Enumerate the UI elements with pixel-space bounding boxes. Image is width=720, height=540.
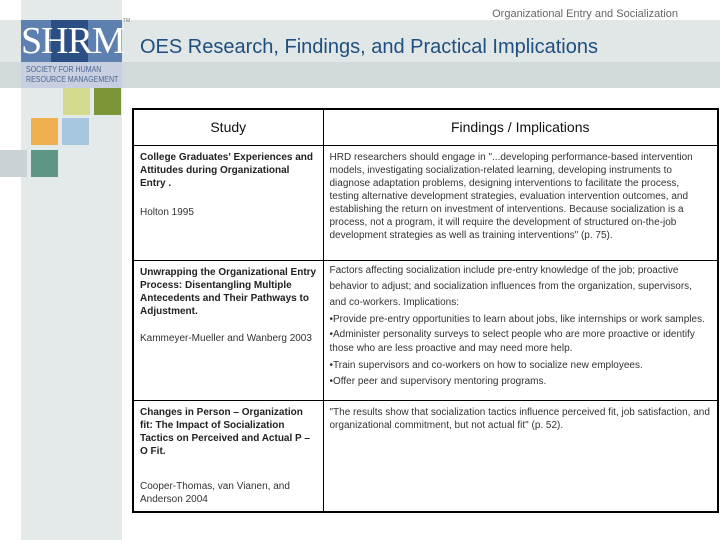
research-table xyxy=(132,108,719,513)
table-header-row xyxy=(133,109,718,145)
study-title: College Graduates' Experiences and Attitudes during Organizational Entry . xyxy=(140,151,313,189)
findings-cell xyxy=(323,260,718,400)
findings-text: "The results show that socialization tactics influence perceived fit, job satisfaction, and organizational commitment, but not actual fit" (p. 52). xyxy=(329,406,710,431)
decor-square xyxy=(62,118,89,145)
column-header-findings: Findings / Implications xyxy=(323,109,718,145)
study-authors: Cooper-Thomas, van Vianen, and Anderson 2004 xyxy=(140,480,290,505)
section-subtitle: Organizational Entry and Socialization xyxy=(492,8,678,20)
study-authors: Holton 1995 xyxy=(140,206,194,218)
page-title: OES Research, Findings, and Practical Implications xyxy=(140,36,598,58)
trademark: TM xyxy=(123,18,131,24)
findings-bullet: •Provide pre-entry opportunities to learn about jobs, like internships or work samples. xyxy=(329,313,705,325)
study-cell xyxy=(133,400,323,512)
decor-square xyxy=(31,150,58,177)
findings-bullet: •Offer peer and supervisory mentoring programs. xyxy=(329,375,547,387)
findings-bullet: •Train supervisors and co-workers on how to socialize new employees. xyxy=(329,359,643,371)
study-cell xyxy=(133,260,323,400)
study-title: Unwrapping the Organizational Entry Process: Disentangling Multiple Antecedents and Their Pathways to Adjustment. xyxy=(140,266,317,317)
decor-square xyxy=(31,118,58,145)
findings-text: Factors affecting socialization include pre-entry knowledge of the job; proactive behavior to adjust; and socialization influences from the organization, supervisors, and co-workers. Implications: xyxy=(329,264,692,308)
column-header-study: Study xyxy=(133,109,323,145)
logo-subtitle xyxy=(21,62,122,88)
decor-square xyxy=(63,88,90,115)
decor-square xyxy=(0,150,27,177)
logo-subtitle-line2: RESOURCE MANAGEMENT xyxy=(26,75,119,84)
logo-subtitle-line1: SOCIETY FOR HUMAN xyxy=(26,65,102,74)
table-row xyxy=(133,400,718,512)
decor-square xyxy=(94,88,121,115)
table-row xyxy=(133,260,718,400)
findings-cell xyxy=(323,400,718,512)
study-cell xyxy=(133,145,323,260)
logo-text: SHRM xyxy=(21,20,125,62)
findings-text: HRD researchers should engage in "...developing performance-based intervention models, investigating socialization-related learning, developing instruments to diagnose adaptation problems, designing interventions to facilitate the process, testing alternative development strategies, evaluation intervention outcomes, and establishing the return on investment of interventions. Because socialization is a process, not a program, it will require the development of structured on-the-job development strategies as well as training interventions" (p. 75). xyxy=(329,151,693,241)
findings-bullet: •Administer personality surveys to select people who are more proactive or identify those who are less proactive and may need more help. xyxy=(329,328,695,354)
study-title: Changes in Person – Organization fit: The Impact of Socialization Tactics on Perceived and Actual P – O Fit. xyxy=(140,406,310,457)
study-authors: Kammeyer-Mueller and Wanberg 2003 xyxy=(140,332,312,344)
table-row xyxy=(133,145,718,260)
findings-cell xyxy=(323,145,718,260)
